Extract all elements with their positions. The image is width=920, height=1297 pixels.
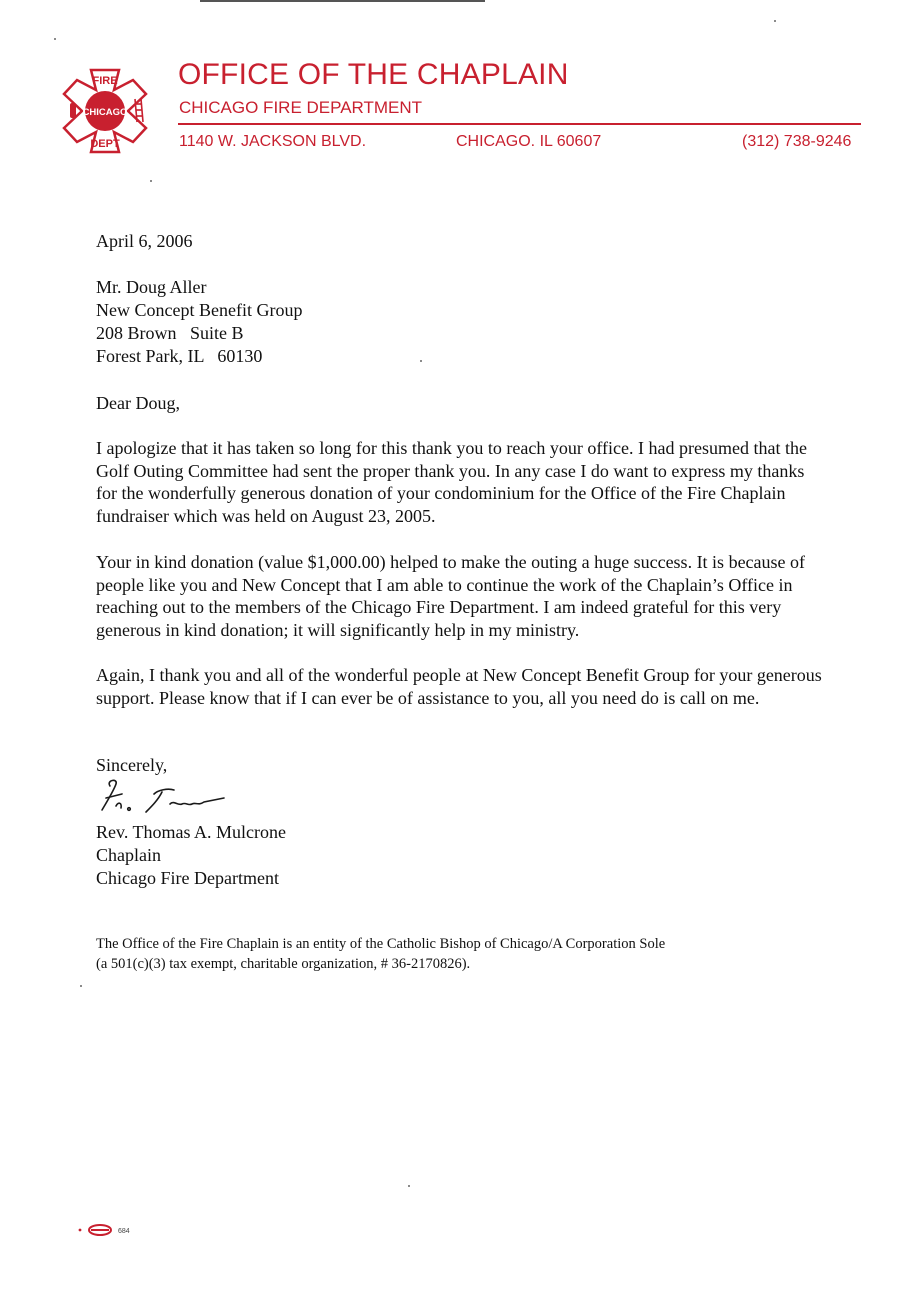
scan-speck bbox=[80, 985, 82, 987]
body-paragraph-1: I apologize that it has taken so long for this thank you to reach your office. I had presumed that the Golf Outing Committee had sent the proper thank you. In any case I do want to express my thanks for the wonderfully generous donation of your condominium for the Office of the Fire Chaplain fundraiser which was held on August 23, 2005. bbox=[96, 438, 807, 526]
scan-edge-mark bbox=[200, 0, 485, 2]
logo-center-text: CHICAGO bbox=[82, 107, 128, 118]
recipient-street: 208 Brown Suite B bbox=[96, 323, 244, 343]
scan-speck bbox=[54, 38, 56, 40]
union-label-code: 684 bbox=[118, 1228, 130, 1235]
union-label-icon bbox=[78, 1220, 138, 1240]
salutation: Dear Doug, bbox=[96, 393, 180, 413]
recipient-city: Forest Park, IL 60130 bbox=[96, 346, 263, 366]
signer-title: Chaplain bbox=[96, 845, 161, 865]
letterhead-rule bbox=[178, 123, 861, 125]
body-paragraph-3: Again, I thank you and all of the wonderful people at New Concept Benefit Group for your generous support. Please know that if I can ever be of assistance to you, all you need do is call on me. bbox=[96, 665, 822, 708]
letter-date: April 6, 2006 bbox=[96, 231, 193, 251]
scan-speck bbox=[408, 1185, 410, 1187]
scan-speck bbox=[420, 360, 422, 362]
footer-note bbox=[96, 934, 665, 974]
letterhead-street: 1140 W. JACKSON BLVD. bbox=[179, 133, 367, 150]
recipient-name: Mr. Doug Aller bbox=[96, 277, 207, 297]
signer-name: Rev. Thomas A. Mulcrone bbox=[96, 822, 286, 842]
scan-speck bbox=[150, 180, 152, 182]
hydrant-icon bbox=[70, 103, 76, 118]
footer-line-1: The Office of the Fire Chaplain is an entity of the Catholic Bishop of Chicago/A Corporation Sole bbox=[96, 936, 666, 952]
fire-dept-badge-logo bbox=[58, 66, 152, 156]
logo-top-text: FIRE bbox=[92, 75, 118, 87]
handwritten-signature bbox=[96, 776, 236, 826]
letterhead-subtitle: CHICAGO FIRE DEPARTMENT bbox=[179, 98, 423, 117]
letterhead-title: OFFICE OF THE CHAPLAIN bbox=[178, 58, 569, 91]
logo-bottom-text: DEPT bbox=[90, 138, 120, 150]
scan-speck bbox=[774, 20, 776, 22]
body-paragraph-2: Your in kind donation (value $1,000.00) helped to make the outing a huge success. It is because of people like you and New Concept that I am able to continue the work of the Chaplain’s Office in reaching out to the members of the Chicago Fire Department. I am indeed grateful for this very generous in kind donation; it will significantly help in my ministry. bbox=[96, 552, 806, 640]
footer-line-2: (a 501(c)(3) tax exempt, charitable organization, # 36-2170826). bbox=[96, 956, 471, 972]
letterhead-phone: (312) 738-9246 bbox=[742, 133, 852, 150]
closing: Sincerely, bbox=[96, 755, 168, 775]
recipient-company: New Concept Benefit Group bbox=[96, 300, 303, 320]
letterhead-city: CHICAGO. IL 60607 bbox=[456, 133, 602, 150]
signer-organization: Chicago Fire Department bbox=[96, 868, 279, 888]
